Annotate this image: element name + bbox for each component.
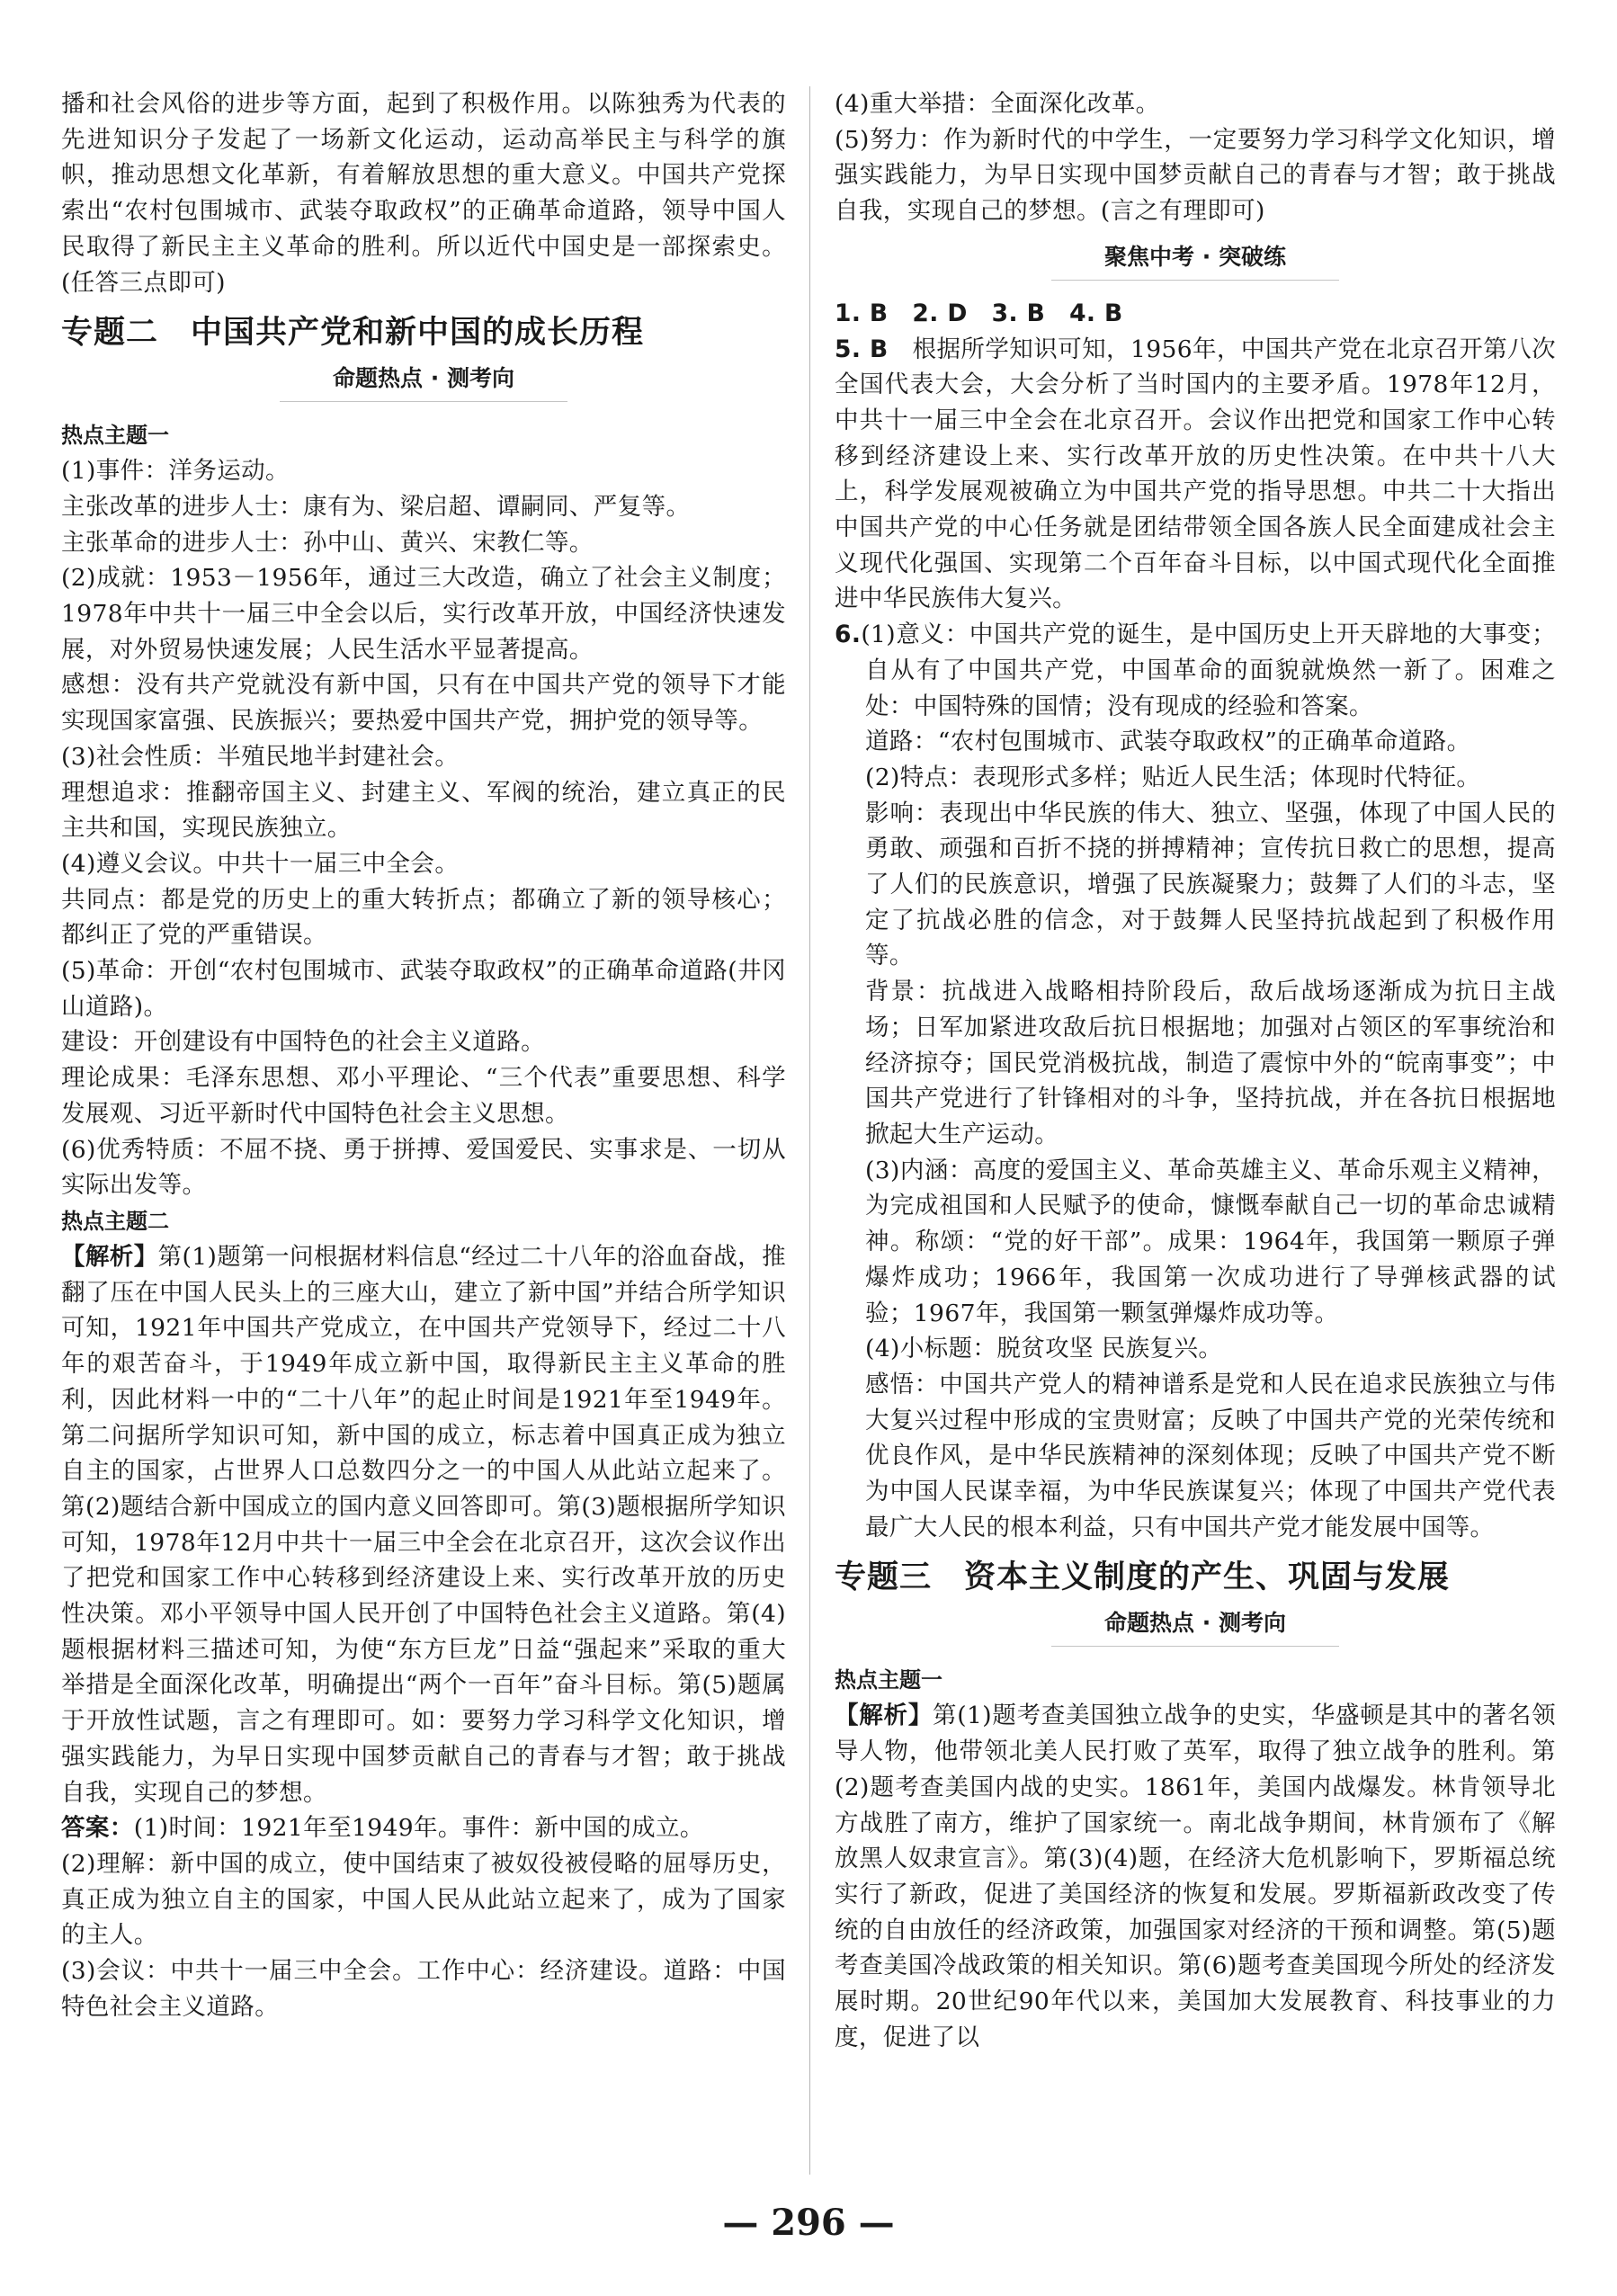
answer-line: (2)成就：1953－1956年，通过三大改造，确立了社会主义制度；1978年中共十一届三中全会以后，实行改革开放，中国经济快速发展，对外贸易快速发展；人民生活水平显著提高。	[61, 564, 786, 664]
hot-topic-one-body	[61, 453, 786, 1203]
answer-line: 主张改革的进步人士：康有为、梁启超、谭嗣同、严复等。	[61, 492, 691, 521]
mc-answers: 1. B 2. D 3. B 4. B	[835, 299, 1123, 327]
answer-line: 主张革命的进步人士：孙中山、黄兴、宋教仁等。	[61, 528, 594, 557]
analysis-label: 【解析】	[835, 1702, 934, 1730]
q5-text: 根据所学知识可知，1956年，中国共产党在北京召开第八次全国代表大会，大会分析了当时国内的主要矛盾。1978年12月，中共十一届三中全会在北京召开。会议作出把党和国家工作中心转移到经济建设上来、实行改革开放的历史性决策。在中共十八大上，科学发展观被确立为中国共产党的指导思想。中共二十大指出中国共产党的中心任务就是团结带领全国各族人民全面建成社会主义现代化强国、实现第二个百年奋斗目标，以中国式现代化全面推进中华民族伟大复兴。	[835, 335, 1557, 613]
q6-number: 6.	[835, 621, 862, 649]
answer-line: 理论成果：毛泽东思想、邓小平理论、“三个代表”重要思想、科学发展观、习近平新时代中国特色社会主义思想。	[61, 1064, 786, 1128]
analysis-paragraph	[61, 1239, 786, 1810]
left-column	[61, 86, 786, 2024]
hot-topic-one-title: 热点主题一	[835, 1667, 943, 1693]
answer-line: (4)小标题：脱贫攻坚 民族复兴。	[865, 1335, 1223, 1363]
answer-line: 背景：抗战进入战略相持阶段后，敌后战场逐渐成为抗日主战场；日军加紧进攻敌后抗日根据地；加强对占领区的军事统治和经济掠夺；国民党消极抗战，制造了震惊中外的“皖南事变”；中国共产党进行了针锋相对的斗争，坚持抗战，并在各抗日根据地掀起大生产运动。	[865, 978, 1556, 1148]
page-number: — 296 —	[722, 2202, 895, 2244]
analysis-text: 第(1)题考查美国独立战争的史实，华盛顿是其中的著名领导人物，他带领北美人民打败了英军，取得了独立战争的胜利。第(2)题考查美国内战的史实。1861年，美国内战爆发。林肯领导北方战胜了南方，维护了国家统一。南北战争期间，林肯颁布了《解放黑人奴隶宣言》。第(3)(4)题，在经济大危机影响下，罗斯福总统实行了新政，促进了美国经济的恢复和发展。罗斯福新政改变了传统的自由放任的经济政策，加强国家对经济的干预和调整。第(5)题考查美国冷战政策的相关知识。第(6)题考查美国现今所处的经济发展时期。20世纪90年代以来，美国加大发展教育、科技事业的力度，促进了以	[835, 1702, 1556, 2051]
column-divider	[809, 86, 810, 2175]
topic-two-title: 专题二 中国共产党和新中国的成长历程	[61, 315, 645, 352]
answer-line: (3)内涵：高度的爱国主义、革命英雄主义、革命乐观主义精神，为完成祖国和人民赋予的使命，慷慨奉献自己一切的革命忠诚精神。称颂：“党的好干部”。成果：1964年，我国第一颗原子弹爆炸成功；1966年，我国第一次成功进行了导弹核武器的试验；1967年，我国第一颗氢弹爆炸成功等。	[865, 1156, 1556, 1327]
answer-line: (2)理解：新中国的成立，使中国结束了被奴役被侵略的屈辱历史，真正成为独立自主的国家，中国人民从此站立起来了，成为了国家的主人。	[61, 1849, 786, 1950]
answer-line: (5)努力：作为新时代的中学生，一定要努力学习科学文化知识，增强实践能力，为早日实现中国梦贡献自己的青春与才智；敢于挑战自我，实现自己的梦想。(言之有理即可)	[835, 125, 1556, 226]
section-rule	[1051, 278, 1339, 283]
q5-number: 5. B	[835, 335, 889, 363]
answer-text: (1)时间：1921年至1949年。事件：新中国的成立。	[133, 1814, 704, 1843]
section-rule	[1051, 1644, 1339, 1649]
analysis-label: 【解析】	[61, 1242, 158, 1271]
answer-line: (3)会议：中共十一届三中全会。工作中心：经济建设。道路：中国特色社会主义道路。	[61, 1957, 786, 2021]
answer-line: 建设：开创建设有中国特色的社会主义道路。	[61, 1028, 545, 1057]
right-column	[835, 86, 1556, 2055]
topic-three-title: 专题三 资本主义制度的产生、巩固与发展	[835, 1559, 1451, 1596]
answer-label: 答案：	[61, 1814, 134, 1843]
answer-paragraph	[61, 1810, 786, 1846]
answer-line: (4)遵义会议。中共十一届三中全会。	[61, 849, 460, 878]
focus-section-title: 聚焦中考 · 突破练	[1104, 243, 1286, 270]
q6-first-text: (1)意义：中国共产党的诞生，是中国历史上开天辟地的大事变；自从有了中国共产党，中国革命的面貌就焕然一新了。困难之处：中国特殊的国情；没有现成的经验和答案。	[861, 621, 1556, 720]
q6-first	[835, 617, 1556, 724]
answer-line: (4)重大举措：全面深化改革。	[835, 90, 1160, 118]
hot-topic-one-title: 热点主题一	[61, 423, 169, 449]
q5-answer	[835, 332, 1556, 618]
section-title: 命题热点 · 测考向	[1104, 1610, 1286, 1637]
answer-line: 感想：没有共产党就没有新中国，只有在中国共产党的领导下才能实现国家富强、民族振兴；要热爱中国共产党，拥护党的领导等。	[61, 671, 786, 736]
answer-line: (2)特点：表现形式多样；贴近人民生活；体现时代特征。	[865, 763, 1481, 791]
answer-line: (6)优秀特质：不屈不挠、勇于拼搏、爱国爱民、实事求是、一切从实际出发等。	[61, 1135, 786, 1200]
answer-line: 道路：“农村包围城市、武装夺取政权”的正确革命道路。	[865, 728, 1471, 756]
section-title: 命题热点 · 测考向	[333, 365, 514, 392]
answer-line: 影响：表现出中华民族的伟大、独立、坚强，体现了中国人民的勇敢、顽强和百折不挠的拼搏精神；宣传抗日救亡的思想，提高了人们的民族意识，增强了民族凝聚力；鼓舞了人们的斗志，坚定了抗战必胜的信念，对于鼓舞人民坚持抗战起到了积极作用等。	[865, 799, 1556, 970]
hot-topic-two-title: 热点主题二	[61, 1208, 169, 1234]
section-rule	[280, 399, 567, 405]
answer-line: 共同点：都是党的历史上的重大转折点；都确立了新的领导核心；都纠正了党的严重错误。	[61, 885, 786, 950]
answer-line: 感悟：中国共产党人的精神谱系是党和人民在追求民族独立与伟大复兴过程中形成的宝贵财富；反映了中国共产党的光荣传统和优良作风，是中华民族精神的深刻体现；反映了中国共产党不断为中国人民谋幸福，为中华民族谋复兴；体现了中国共产党代表最广大人民的根本利益，只有中国共产党才能发展中国等。	[865, 1370, 1556, 1541]
analysis-paragraph	[835, 1698, 1556, 2055]
q6-body	[835, 724, 1556, 1545]
answer-line: (3)社会性质：半殖民地半封建社会。	[61, 742, 460, 771]
answer-line: 理想追求：推翻帝国主义、封建主义、军阀的统治，建立真正的民主共和国，实现民族独立。	[61, 778, 786, 843]
analysis-text: 第(1)题第一问根据材料信息“经过二十八年的浴血奋战，推翻了压在中国人民头上的三座大山，建立了新中国”并结合所学知识可知，1921年中国共产党成立，在中国共产党领导下，经过二十八年的艰苦奋斗，于1949年成立新中国，取得新民主主义革命的胜利，因此材料一中的“二十八年”的起止时间是1921年至1949年。第二问据所学知识可知，新中国的成立，标志着中国真正成为独立自主的国家，占世界人口总数四分之一的中国人从此站立起来了。第(2)题结合新中国成立的国内意义回答即可。第(3)题根据所学知识可知，1978年12月中共十一届三中全会在北京召开，这次会议作出了把党和国家工作中心转移到经济建设上来、实行改革开放的历史性决策。邓小平领导中国人民开创了中国特色社会主义道路。第(4)题根据材料三描述可知，为使“东方巨龙”日益“强起来”采取的重大举措是全面深化改革，明确提出“两个一百年”奋斗目标。第(5)题属于开放性试题，言之有理即可。如：要努力学习科学文化知识，增强实践能力，为早日实现中国梦贡献自己的青春与才智；敢于挑战自我，实现自己的梦想。	[61, 1242, 786, 1807]
answer-line: (5)革命：开创“农村包围城市、武装夺取政权”的正确革命道路(井冈山道路)。	[61, 957, 786, 1021]
answer-line: (1)事件：洋务运动。	[61, 457, 290, 486]
intro-paragraph: 播和社会风俗的进步等方面，起到了积极作用。以陈独秀为代表的先进知识分子发起了一场新文化运动，运动高举民主与科学的旗帜，推动思想文化革新，有着解放思想的重大意义。中国共产党探索出“农村包围城市、武装夺取政权”的正确革命道路，领导中国人民取得了新民主主义革命的胜利。所以近代中国史是一部探索史。(任答三点即可)	[61, 90, 786, 297]
